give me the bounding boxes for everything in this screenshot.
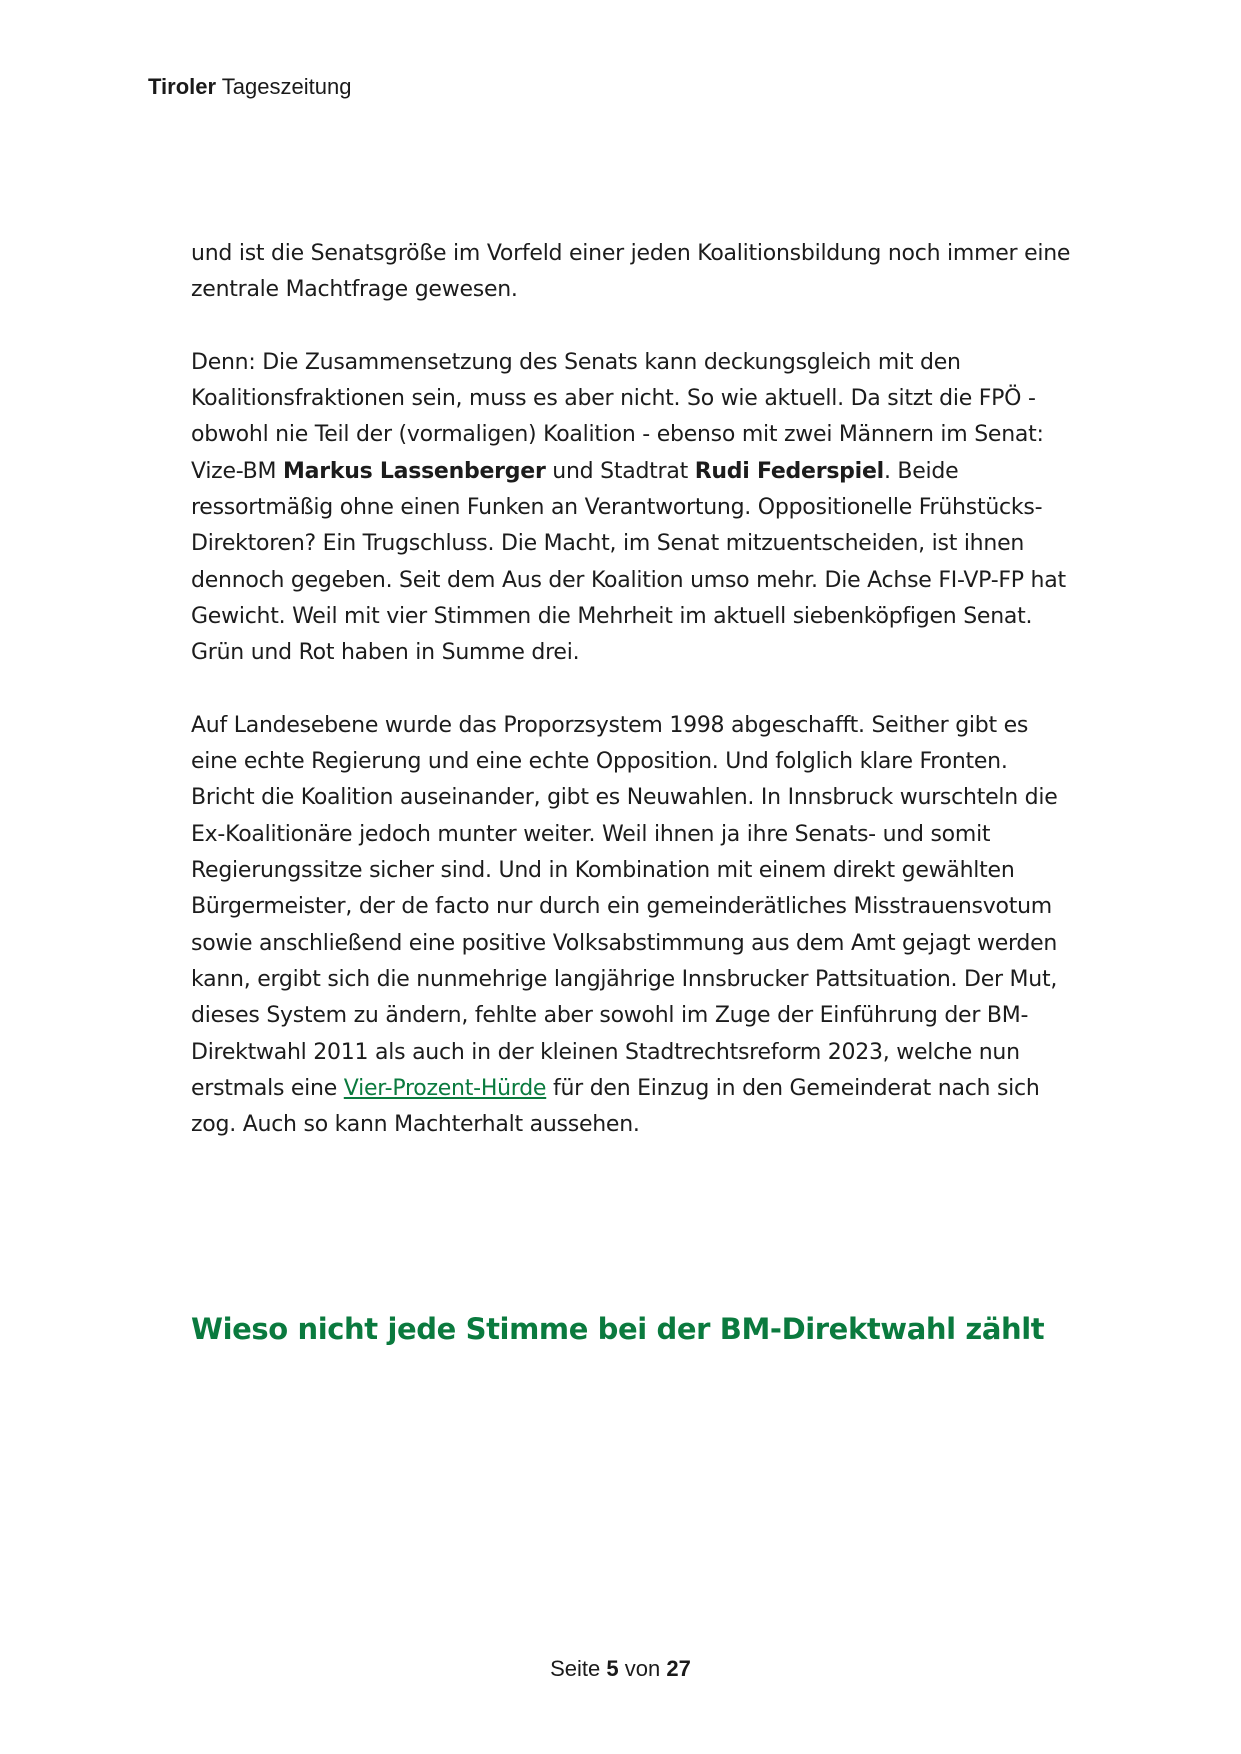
person-name-lassenberger: Markus Lassenberger [282,458,546,484]
vier-prozent-huerde-link[interactable]: Vier-Prozent-Hürde [343,1075,547,1101]
page-footer [0,1656,1241,1682]
paragraph-2 [191,345,1071,672]
person-name-federspiel: Rudi Federspiel [694,458,884,484]
paragraph-2-text-b: und Stadtrat [545,458,695,484]
paragraph-2-text-a: Denn: Die Zusammensetzung des Senats kann deckungsgleich mit den Koalitionsfraktionen sein, muss es aber nicht. So wie aktuell. Da sitzt die FPÖ - obwohl nie Teil der (vormaligen) Koalition - ebenso mit zwei Männern im Senat: Vize-BM [191,349,1044,484]
paragraph-3 [191,708,1071,1144]
article-body [191,236,1071,1180]
publication-header [148,74,351,100]
publication-name-bold: Tiroler [148,74,217,99]
paragraph-1-text: und ist die Senatsgröße im Vorfeld einer jeden Koalitionsbildung noch immer eine zentrale Machtfrage gewesen. [191,241,1071,303]
total-page-count: 27 [666,1656,691,1681]
paragraph-3-text-b: für den Einzug in den Gemeinderat nach sich zog. Auch so kann Machterhalt aussehen. [191,1075,1040,1138]
paragraph-3-text-a: Auf Landesebene wurde das Proporzsystem 1998 abgeschafft. Seither gibt es eine echte Regierung und eine echte Opposition. Und folglich klare Fronten. Bricht die Koalition auseinander, gibt es Neuwahlen. In Innsbruck wurschteln die Ex-Koalitionäre jedoch munter weiter. Weil ihnen ja ihre Senats- und somit Regierungssitze sicher sind. Und in Kombination mit einem direkt gewählten Bürgermeister, der de facto nur durch ein gemeinderätliches Misstrauensvotum sowie anschließend eine positive Volksabstimmung aus dem Amt gejagt werden kann, ergibt sich die nunmehrige langjährige Innsbrucker Pattsituation. Der Mut, dieses System zu ändern, fehlte aber sowohl im Zuge der Einführung der BM-Direktwahl 2011 als auch in der kleinen Stadtrechtsreform 2023, welche nun erstmals eine [191,712,1058,1101]
current-page-number: 5 [606,1656,619,1681]
paragraph-2-text-c: . Beide ressortmäßig ohne einen Funken an Verantwortung. Oppositionelle Frühstücks-Direktoren? Ein Trugschluss. Die Macht, im Senat mitzuentscheiden, ist ihnen dennoch gegeben. Seit dem Aus der Koalition umso mehr. Die Achse FI-VP-FP hat Gewicht. Weil mit vier Stimmen die Mehrheit im aktuell siebenköpfigen Senat. Grün und Rot haben in Summe drei. [191,458,1066,666]
footer-prefix: Seite [550,1656,601,1681]
section-heading: Wieso nicht jede Stimme bei der BM-Direktwahl zählt [191,1312,1045,1346]
paragraph-1 [191,236,1071,309]
publication-name-regular: Tageszeitung [221,74,352,99]
footer-middle: von [624,1656,661,1681]
